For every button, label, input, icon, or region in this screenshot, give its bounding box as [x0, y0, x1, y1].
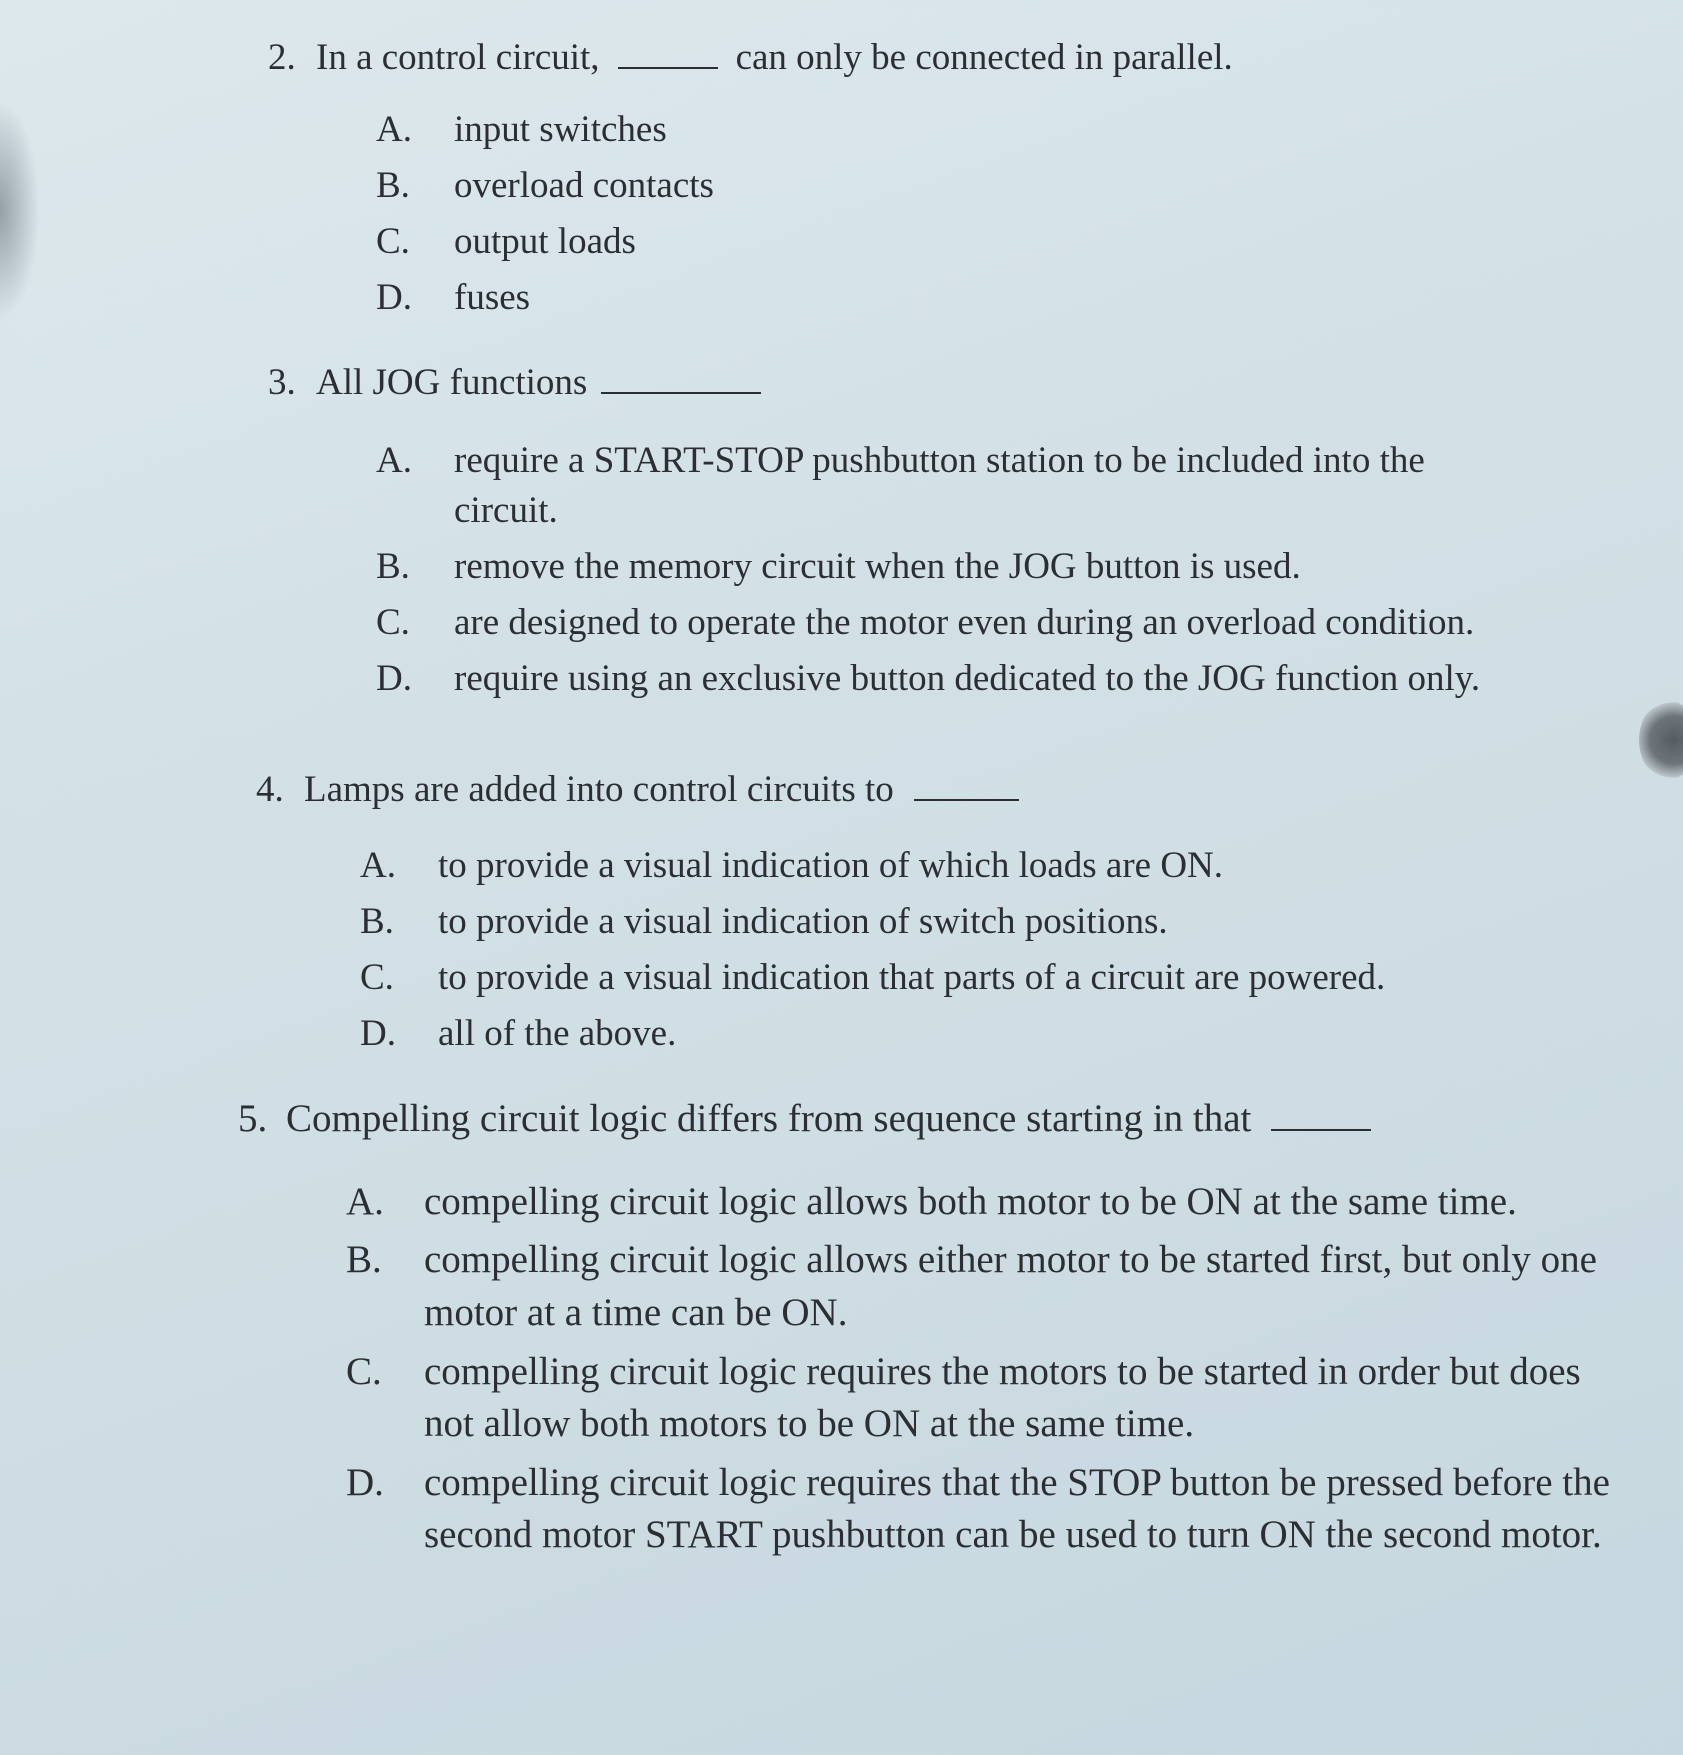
option-text: overload contacts: [454, 164, 714, 206]
option-d: [376, 273, 1076, 323]
option-text: to provide a visual indication of which loads are ON.: [438, 844, 1224, 886]
page-shadow: [0, 100, 40, 320]
question-3: [268, 355, 1558, 710]
option-letter: D.: [346, 1460, 384, 1504]
question-text: Compelling circuit logic differs from sequence starting in that: [286, 1097, 1252, 1140]
option-text: all of the above.: [438, 1012, 677, 1054]
option-b: [360, 897, 1560, 947]
question-stem: [238, 1090, 1658, 1146]
answer-blank: [618, 30, 718, 69]
question-number: 4.: [256, 769, 284, 810]
option-letter: B.: [376, 164, 410, 206]
options-list: [376, 436, 1536, 704]
answer-blank: [914, 762, 1019, 801]
option-letter: B.: [346, 1238, 382, 1282]
options-list: [376, 105, 1076, 323]
option-letter: C.: [376, 601, 410, 643]
question-text-cont: can only be connected in parallel.: [735, 37, 1233, 78]
option-text: are designed to operate the motor even during an overload condition.: [454, 601, 1475, 643]
option-text: compelling circuit logic requires the motors to be started in order but does not allow both motors to be ON at the same time.: [424, 1349, 1581, 1446]
option-text: output loads: [454, 220, 636, 262]
option-text: require using an exclusive button dedicated to the JOG function only.: [454, 657, 1481, 699]
option-letter: A.: [346, 1179, 384, 1223]
question-number: 5.: [238, 1097, 268, 1140]
option-c: [376, 598, 1536, 648]
question-stem: [268, 30, 1418, 83]
option-letter: D.: [360, 1012, 396, 1054]
option-text: compelling circuit logic allows either motor to be started first, but only one motor at a time can be ON.: [424, 1238, 1597, 1334]
option-text: compelling circuit logic allows both motor to be ON at the same time.: [424, 1179, 1517, 1223]
option-letter: C.: [346, 1349, 382, 1393]
question-stem: [256, 762, 1576, 815]
option-d: [376, 654, 1536, 704]
option-d: [360, 1009, 1560, 1059]
option-letter: A.: [376, 439, 412, 481]
option-b: [376, 161, 1076, 211]
option-text: to provide a visual indication of switch positions.: [438, 900, 1168, 942]
option-text: to provide a visual indication that parts of a circuit are powered.: [438, 956, 1386, 998]
question-5: [238, 1090, 1658, 1568]
answer-blank: [1271, 1090, 1371, 1131]
option-text: remove the memory circuit when the JOG button is used.: [454, 545, 1301, 587]
question-number: 2.: [268, 37, 296, 78]
question-text: In a control circuit,: [316, 37, 600, 78]
option-letter: B.: [360, 900, 394, 942]
option-letter: D.: [376, 276, 412, 318]
option-letter: A.: [360, 844, 396, 886]
option-text: fuses: [454, 276, 531, 318]
question-number: 3.: [268, 362, 296, 403]
question-4: [256, 762, 1576, 1065]
option-letter: B.: [376, 545, 410, 587]
option-a: [346, 1176, 1626, 1229]
option-b: [346, 1234, 1626, 1339]
question-text: Lamps are added into control circuits to: [304, 769, 894, 810]
answer-blank: [601, 355, 761, 394]
question-2: [268, 30, 1418, 329]
option-text: require a START-STOP pushbutton station to be included into the circuit.: [454, 439, 1425, 531]
option-letter: C.: [376, 220, 410, 262]
option-text: input switches: [454, 108, 667, 150]
question-text: All JOG functions: [316, 362, 588, 403]
option-a: [376, 436, 1536, 536]
binder-hole: [1639, 700, 1683, 780]
option-a: [360, 841, 1560, 891]
option-b: [376, 542, 1536, 592]
option-text: compelling circuit logic requires that the STOP button be pressed before the second motor START pushbutton can be used to turn ON the second motor.: [424, 1460, 1610, 1557]
option-a: [376, 105, 1076, 155]
option-letter: D.: [376, 657, 412, 699]
question-stem: [268, 355, 1558, 408]
option-c: [376, 217, 1076, 267]
option-d: [346, 1457, 1626, 1562]
options-list: [360, 841, 1560, 1059]
option-c: [346, 1346, 1626, 1451]
option-c: [360, 953, 1560, 1003]
options-list: [346, 1176, 1626, 1562]
option-letter: A.: [376, 108, 412, 150]
option-letter: C.: [360, 956, 394, 998]
